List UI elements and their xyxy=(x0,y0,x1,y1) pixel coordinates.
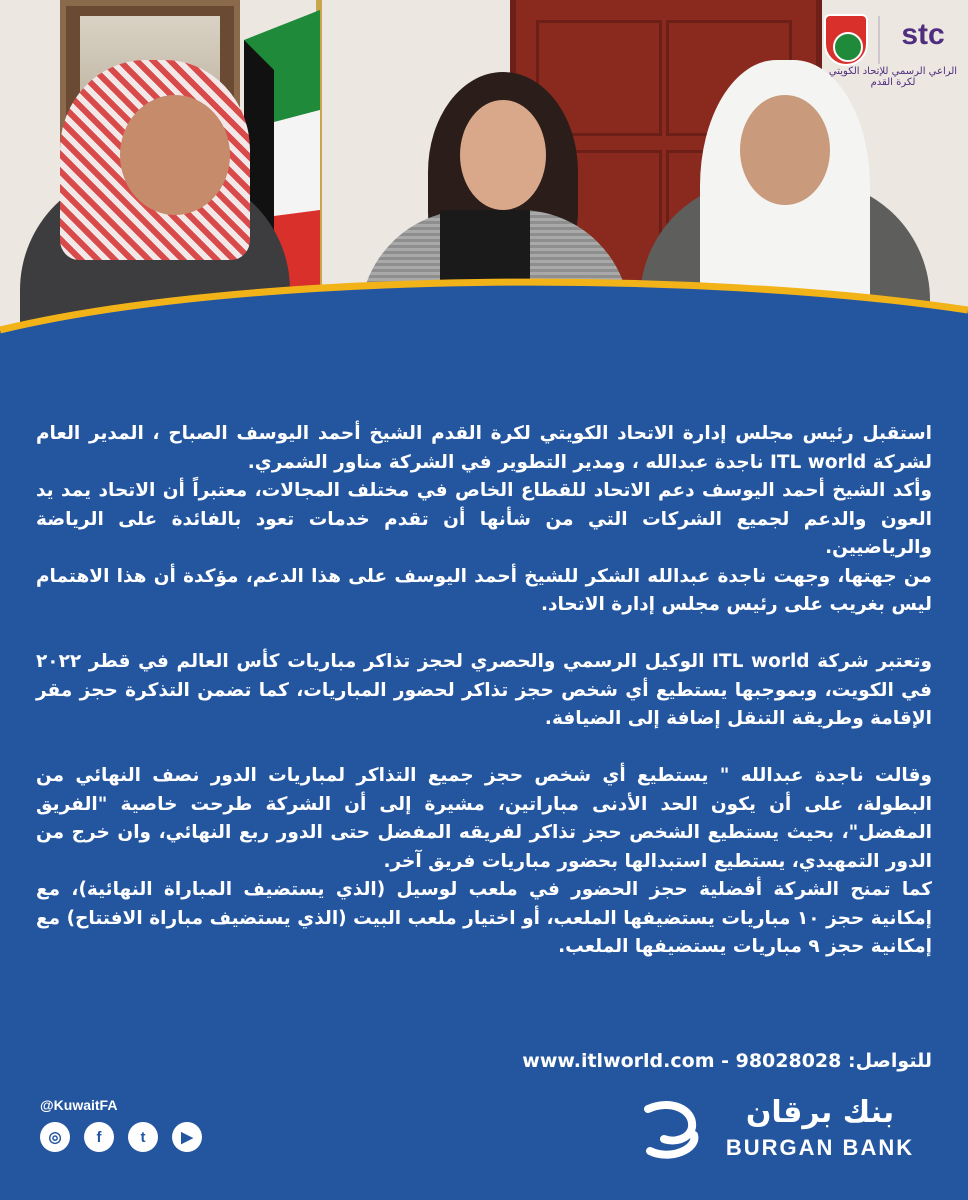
social-handle[interactable]: @KuwaitFA xyxy=(40,1097,118,1113)
burgan-bank-mark-icon xyxy=(640,1099,702,1161)
paragraph: استقبل رئيس مجلس إدارة الاتحاد الكويتي لكرة القدم الشيخ أحمد اليوسف الصباح ، المدير العام لشركة ITL world ناجدة عبدالله ، ومدير التطوير في الشركة مناور الشمري. xyxy=(36,423,932,473)
paragraph: وتعتبر شركة ITL world الوكيل الرسمي والحصري لحجز تذاكر مباريات كأس العالم في قطر ٢٠٢٢ في الكويت، وبموجبها يستطيع أي شخص حجز تذاكر لحضور المباريات، كما تضمن التذكرة حجز مقر الإقامة وطريقة التنقل إضافة إلى الضيافة. xyxy=(36,651,933,729)
contact-label: للتواصل: xyxy=(848,1050,932,1072)
paragraph: وقالت ناجدة عبدالله " يستطيع أي شخص حجز جميع التذاكر لمباريات الدور نصف النهائي من البطولة، على أن يكون الحد الأدنى مباراتين، مشيرة إلى أن الشركة طرحت خاصية "الفريق المفضل"، بحيث يستطيع الشخص حجز تذاكر لفريقه المفضل حتى الدور ربع النهائي، وان خرج من الدور التمهيدي، يستطيع استبدالها بحضور مباريات فريق آخر. xyxy=(36,765,932,872)
bank-name-arabic: بنك برقان xyxy=(745,1095,895,1130)
social-icons xyxy=(40,1122,202,1152)
bank-name-english: BURGAN BANK xyxy=(725,1135,915,1160)
paragraph: من جهتها، وجهت ناجدة عبدالله الشكر للشيخ أحمد اليوسف على هذا الدعم، مؤكدة أن هذا الاهتمام ليس بغريب على رئيس مجلس إدارة الاتحاد. xyxy=(36,565,932,615)
stc-logo: stc xyxy=(901,18,945,51)
wave-divider xyxy=(0,270,968,420)
sponsor-divider xyxy=(878,16,880,64)
kfa-crest-icon xyxy=(824,14,868,66)
youtube-icon[interactable]: ▶ xyxy=(172,1122,202,1152)
paragraph: كما تمنح الشركة أفضلية حجز الحضور في ملعب لوسيل (الذي يستضيف المباراة النهائية)، مع إمكانية حجز ١٠ مباريات يستضيفها الملعب، أو اختيار ملعب البيت (الذي يستضيف مباراة الافتتاح) مع إمكانية حجز ٩ مباريات يستضيفها الملعب. xyxy=(36,879,932,957)
twitter-icon[interactable]: t xyxy=(128,1122,158,1152)
burgan-bank-logo xyxy=(640,1095,930,1165)
paragraph: وأكد الشيخ أحمد اليوسف دعم الاتحاد للقطاع الخاص في مختلف المجالات، معتبراً أن الاتحاد يمد يد العون والدعم لجميع الشركات التي من شأنها أن تقدم خدمات تعود بالفائدة على الرياضة والرياضيين. xyxy=(36,480,932,558)
person-left-face xyxy=(120,95,230,215)
contact-line xyxy=(522,1050,932,1072)
instagram-icon[interactable]: ◎ xyxy=(40,1122,70,1152)
person-right-face xyxy=(740,95,830,205)
sponsor-logo xyxy=(818,8,968,90)
person-middle-face xyxy=(460,100,546,210)
sponsor-caption: الراعي الرسمي للإتحاد الكويتي لكرة القدم xyxy=(828,66,958,88)
contact-link[interactable]: www.itlworld.com - 98028028 xyxy=(522,1050,842,1072)
article-body xyxy=(36,420,932,962)
facebook-icon[interactable]: f xyxy=(84,1122,114,1152)
